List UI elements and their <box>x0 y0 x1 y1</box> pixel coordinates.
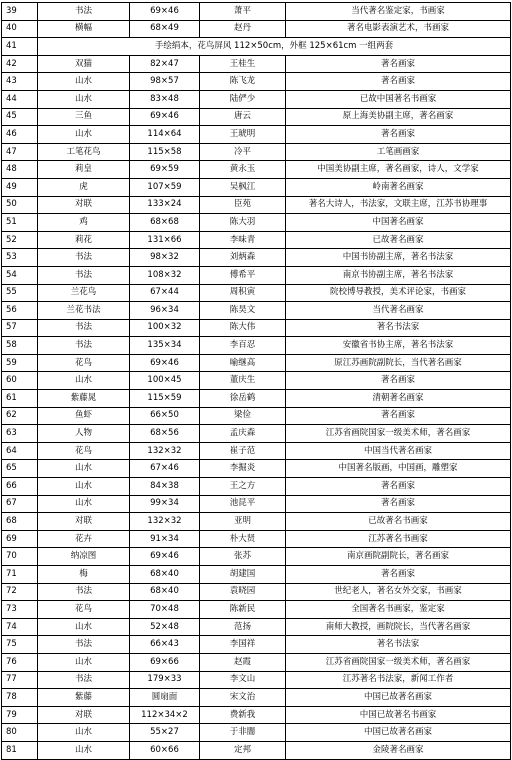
artwork-size-cell: 68×40 <box>130 566 200 584</box>
artist-description-cell: 著名画家 <box>286 407 511 425</box>
artwork-type-cell: 对联 <box>38 196 130 214</box>
table-row <box>2 319 511 337</box>
row-number-cell: 54 <box>2 266 38 284</box>
row-number-cell: 64 <box>2 442 38 460</box>
table-row <box>2 478 511 496</box>
artist-name-cell: 王之方 <box>200 478 286 496</box>
artwork-type-cell: 莉花 <box>38 231 130 249</box>
artwork-size-cell: 96×34 <box>130 302 200 320</box>
artwork-size-cell: 66×50 <box>130 407 200 425</box>
artist-name-cell: 李味青 <box>200 231 286 249</box>
artwork-type-cell: 山水 <box>38 478 130 496</box>
artwork-type-cell: 工笔花鸟 <box>38 143 130 161</box>
row-number-cell: 42 <box>2 55 38 73</box>
table-row <box>2 425 511 443</box>
table-row <box>2 583 511 601</box>
table-row <box>2 548 511 566</box>
artwork-size-cell: 133×24 <box>130 196 200 214</box>
artist-name-cell: 周积寅 <box>200 284 286 302</box>
artwork-type-cell: 紫藤晁 <box>38 390 130 408</box>
artwork-type-cell: 花鸟 <box>38 442 130 460</box>
row-number-cell: 52 <box>2 231 38 249</box>
row-number-cell: 76 <box>2 653 38 671</box>
artwork-size-cell: 圆扇面 <box>130 689 200 707</box>
artwork-type-cell: 书法 <box>38 3 130 21</box>
artwork-type-cell: 山水 <box>38 724 130 742</box>
artist-name-cell: 亚明 <box>200 513 286 531</box>
artist-description-cell: 已故著名画家 <box>286 231 511 249</box>
row-number-cell: 63 <box>2 425 38 443</box>
table-row <box>2 442 511 460</box>
table-row <box>2 143 511 161</box>
table-row <box>2 636 511 654</box>
artwork-size-cell: 66×43 <box>130 636 200 654</box>
artist-description-cell: 中国已故著名画家 <box>286 689 511 707</box>
artwork-type-cell: 双猫 <box>38 55 130 73</box>
artist-description-cell: 著名画家 <box>286 126 511 144</box>
artwork-type-cell: 花鸟 <box>38 354 130 372</box>
artwork-size-cell: 99×34 <box>130 495 200 513</box>
artwork-size-cell: 68×68 <box>130 214 200 232</box>
artwork-size-cell: 69×59 <box>130 161 200 179</box>
row-number-cell: 48 <box>2 161 38 179</box>
artwork-type-cell: 山水 <box>38 372 130 390</box>
artist-name-cell: 吴枫江 <box>200 178 286 196</box>
row-number-cell: 58 <box>2 337 38 355</box>
artwork-size-cell: 108×32 <box>130 266 200 284</box>
artwork-size-cell: 69×46 <box>130 108 200 126</box>
artist-description-cell: 著名画家 <box>286 73 511 91</box>
row-number-cell: 50 <box>2 196 38 214</box>
artist-name-cell: 陈大羽 <box>200 214 286 232</box>
row-number-cell: 60 <box>2 372 38 390</box>
table-row <box>2 3 511 21</box>
table-row <box>2 266 511 284</box>
artwork-size-cell: 135×34 <box>130 337 200 355</box>
artwork-type-cell: 书法 <box>38 671 130 689</box>
artwork-size-cell: 112×34×2 <box>130 706 200 724</box>
table-row <box>2 566 511 584</box>
artwork-size-cell: 83×48 <box>130 90 200 108</box>
artist-name-cell: 定邦 <box>200 741 286 759</box>
table-row <box>2 73 511 91</box>
artist-description-cell: 世纪老人，著名女外交家，书画家 <box>286 583 511 601</box>
artist-description-cell: 全国著名书画家，鉴定家 <box>286 601 511 619</box>
table-row <box>2 90 511 108</box>
row-number-cell: 71 <box>2 566 38 584</box>
row-number-cell: 51 <box>2 214 38 232</box>
artwork-size-cell: 179×33 <box>130 671 200 689</box>
row-number-cell: 70 <box>2 548 38 566</box>
artwork-type-cell: 山水 <box>38 741 130 759</box>
artwork-size-cell: 68×56 <box>130 425 200 443</box>
row-number-cell: 56 <box>2 302 38 320</box>
artwork-size-cell: 132×32 <box>130 513 200 531</box>
table-row <box>2 706 511 724</box>
artist-description-cell: 江苏著名书画家 <box>286 530 511 548</box>
artwork-size-cell: 52×48 <box>130 618 200 636</box>
artwork-size-cell: 115×59 <box>130 390 200 408</box>
artist-name-cell: 胡建国 <box>200 566 286 584</box>
artwork-size-cell: 69×66 <box>130 653 200 671</box>
row-number-cell: 55 <box>2 284 38 302</box>
row-note-cell: 手绘绢本，花鸟屏风 112×50cm，外框 125×61cm 一组两套 <box>38 38 511 56</box>
row-number-cell: 40 <box>2 20 38 38</box>
row-number-cell: 78 <box>2 689 38 707</box>
row-number-cell: 41 <box>2 38 38 56</box>
table-row <box>2 126 511 144</box>
artist-name-cell: 崔子范 <box>200 442 286 460</box>
artwork-size-cell: 70×48 <box>130 601 200 619</box>
artist-name-cell: 梁俭 <box>200 407 286 425</box>
artwork-size-cell: 55×27 <box>130 724 200 742</box>
artist-description-cell: 中国美协副主席，著名画家，诗人，文学家 <box>286 161 511 179</box>
artwork-size-cell: 131×66 <box>130 231 200 249</box>
table-row <box>2 337 511 355</box>
artist-name-cell: 陈飞龙 <box>200 73 286 91</box>
artwork-catalog-table <box>1 2 511 760</box>
artist-name-cell: 傅希平 <box>200 266 286 284</box>
artist-description-cell: 著名画家 <box>286 566 511 584</box>
artist-name-cell: 徐岳鹤 <box>200 390 286 408</box>
row-number-cell: 74 <box>2 618 38 636</box>
artwork-size-cell: 69×46 <box>130 3 200 21</box>
row-number-cell: 49 <box>2 178 38 196</box>
artwork-size-cell: 100×32 <box>130 319 200 337</box>
table-row <box>2 178 511 196</box>
artist-name-cell: 袁晓园 <box>200 583 286 601</box>
table-row <box>2 530 511 548</box>
artwork-type-cell: 书法 <box>38 337 130 355</box>
artwork-type-cell: 山水 <box>38 653 130 671</box>
table-row <box>2 407 511 425</box>
artwork-type-cell: 莉皇 <box>38 161 130 179</box>
artist-description-cell: 中国书协副主席，著名书法家 <box>286 249 511 267</box>
artist-description-cell: 原江苏画院副院长，当代著名画家 <box>286 354 511 372</box>
artist-description-cell: 中国著名画家 <box>286 214 511 232</box>
artwork-type-cell: 鸡 <box>38 214 130 232</box>
table-row <box>2 372 511 390</box>
artist-description-cell: 著名书法家 <box>286 636 511 654</box>
row-number-cell: 65 <box>2 460 38 478</box>
table-row <box>2 724 511 742</box>
artist-description-cell: 当代著名画家 <box>286 302 511 320</box>
artist-name-cell: 池昆平 <box>200 495 286 513</box>
row-number-cell: 57 <box>2 319 38 337</box>
table-row <box>2 284 511 302</box>
row-number-cell: 75 <box>2 636 38 654</box>
row-number-cell: 46 <box>2 126 38 144</box>
artist-description-cell: 中国已故著名书画家 <box>286 706 511 724</box>
artist-description-cell: 中国已故著名画家 <box>286 724 511 742</box>
artwork-size-cell: 60×66 <box>130 741 200 759</box>
table-row <box>2 231 511 249</box>
artwork-size-cell: 91×34 <box>130 530 200 548</box>
table-row <box>2 354 511 372</box>
table-row <box>2 390 511 408</box>
artwork-type-cell: 纳凉图 <box>38 548 130 566</box>
artwork-type-cell: 书法 <box>38 266 130 284</box>
artwork-type-cell: 虎 <box>38 178 130 196</box>
artwork-size-cell: 68×40 <box>130 583 200 601</box>
row-number-cell: 61 <box>2 390 38 408</box>
table-row <box>2 671 511 689</box>
artist-name-cell: 陈大伟 <box>200 319 286 337</box>
artwork-type-cell: 书法 <box>38 319 130 337</box>
artist-name-cell: 黄永玉 <box>200 161 286 179</box>
row-number-cell: 80 <box>2 724 38 742</box>
artist-description-cell: 著名电影表演艺术，书画家 <box>286 20 511 38</box>
artist-name-cell: 李文山 <box>200 671 286 689</box>
table-row <box>2 460 511 478</box>
row-number-cell: 72 <box>2 583 38 601</box>
artwork-type-cell: 对联 <box>38 706 130 724</box>
row-number-cell: 66 <box>2 478 38 496</box>
artist-name-cell: 李百忍 <box>200 337 286 355</box>
artist-name-cell: 陈昊文 <box>200 302 286 320</box>
artwork-size-cell: 115×58 <box>130 143 200 161</box>
artwork-size-cell: 69×46 <box>130 548 200 566</box>
row-number-cell: 69 <box>2 530 38 548</box>
table-row <box>2 20 511 38</box>
row-number-cell: 68 <box>2 513 38 531</box>
table-row <box>2 513 511 531</box>
table-row <box>2 161 511 179</box>
row-number-cell: 43 <box>2 73 38 91</box>
artist-description-cell: 岭南著名画家 <box>286 178 511 196</box>
artist-description-cell: 南京书协副主席，著名书法家 <box>286 266 511 284</box>
row-number-cell: 77 <box>2 671 38 689</box>
table-row <box>2 495 511 513</box>
table-row <box>2 302 511 320</box>
artist-name-cell: 冷平 <box>200 143 286 161</box>
table-row <box>2 196 511 214</box>
artwork-type-cell: 三鱼 <box>38 108 130 126</box>
artwork-size-cell: 98×57 <box>130 73 200 91</box>
artist-description-cell: 南京画院副院长，著名画家 <box>286 548 511 566</box>
artist-description-cell: 著名大诗人，书法家，文联主席，江苏书协理事 <box>286 196 511 214</box>
artist-name-cell: 李国祥 <box>200 636 286 654</box>
artist-name-cell: 王琥明 <box>200 126 286 144</box>
artist-name-cell: 李掘炎 <box>200 460 286 478</box>
row-number-cell: 67 <box>2 495 38 513</box>
artwork-type-cell: 山水 <box>38 618 130 636</box>
artist-name-cell: 王桂生 <box>200 55 286 73</box>
artwork-type-cell: 花鸟 <box>38 601 130 619</box>
row-number-cell: 81 <box>2 741 38 759</box>
row-number-cell: 53 <box>2 249 38 267</box>
artist-name-cell: 董庆生 <box>200 372 286 390</box>
artwork-size-cell: 98×32 <box>130 249 200 267</box>
artist-description-cell: 已故中国著名书画家 <box>286 90 511 108</box>
artwork-type-cell: 书法 <box>38 583 130 601</box>
artist-description-cell: 江苏省画院国家一级美术师，著名画家 <box>286 425 511 443</box>
row-number-cell: 59 <box>2 354 38 372</box>
artist-description-cell: 著名画家 <box>286 495 511 513</box>
artist-name-cell: 陈新民 <box>200 601 286 619</box>
artwork-type-cell: 兰花鸟 <box>38 284 130 302</box>
artwork-type-cell: 紫藤 <box>38 689 130 707</box>
table-row <box>2 653 511 671</box>
artist-name-cell: 宋文治 <box>200 689 286 707</box>
artwork-type-cell: 书法 <box>38 249 130 267</box>
artwork-type-cell: 梅 <box>38 566 130 584</box>
artwork-type-cell: 兰花书法 <box>38 302 130 320</box>
artist-name-cell: 陆俨少 <box>200 90 286 108</box>
artwork-type-cell: 人物 <box>38 425 130 443</box>
artist-description-cell: 江苏著名书法家，新闻工作者 <box>286 671 511 689</box>
artist-name-cell: 刘炳森 <box>200 249 286 267</box>
artist-name-cell: 萧平 <box>200 3 286 21</box>
artist-description-cell: 当代著名鉴定家，书画家 <box>286 3 511 21</box>
artwork-size-cell: 67×44 <box>130 284 200 302</box>
artwork-size-cell: 84×38 <box>130 478 200 496</box>
artist-description-cell: 金陵著名画家 <box>286 741 511 759</box>
artist-description-cell: 著名画家 <box>286 55 511 73</box>
artist-name-cell: 赵丹 <box>200 20 286 38</box>
artist-description-cell: 院校博导教授，美术评论家，书画家 <box>286 284 511 302</box>
artist-description-cell: 江苏省画院国家一级美术师，著名画家 <box>286 653 511 671</box>
artwork-type-cell: 山水 <box>38 73 130 91</box>
table-row <box>2 618 511 636</box>
artwork-size-cell: 114×64 <box>130 126 200 144</box>
artist-name-cell: 喻继高 <box>200 354 286 372</box>
row-number-cell: 39 <box>2 3 38 21</box>
artwork-type-cell: 鱼虾 <box>38 407 130 425</box>
artwork-size-cell: 107×59 <box>130 178 200 196</box>
artwork-size-cell: 67×46 <box>130 460 200 478</box>
row-number-cell: 62 <box>2 407 38 425</box>
artwork-size-cell: 100×45 <box>130 372 200 390</box>
artist-name-cell: 臣苑 <box>200 196 286 214</box>
row-number-cell: 73 <box>2 601 38 619</box>
artwork-size-cell: 132×32 <box>130 442 200 460</box>
table-row <box>2 689 511 707</box>
artist-name-cell: 范扬 <box>200 618 286 636</box>
artist-description-cell: 安徽省书协主席，著名书法家 <box>286 337 511 355</box>
row-number-cell: 47 <box>2 143 38 161</box>
artist-name-cell: 赵霞 <box>200 653 286 671</box>
row-number-cell: 45 <box>2 108 38 126</box>
artist-description-cell: 原上海美协副主席，著名画家 <box>286 108 511 126</box>
table-row <box>2 741 511 759</box>
artist-name-cell: 唐云 <box>200 108 286 126</box>
table-row <box>2 214 511 232</box>
artwork-size-cell: 69×46 <box>130 354 200 372</box>
artist-description-cell: 中国当代著名画家 <box>286 442 511 460</box>
artist-description-cell: 中国著名版画，中国画，雕塑家 <box>286 460 511 478</box>
table-row <box>2 249 511 267</box>
table-row <box>2 601 511 619</box>
artwork-type-cell: 对联 <box>38 513 130 531</box>
artwork-size-cell: 82×47 <box>130 55 200 73</box>
artwork-type-cell: 山水 <box>38 90 130 108</box>
artwork-size-cell: 68×49 <box>130 20 200 38</box>
artist-description-cell: 南师大教授，画院院长，当代著名画家 <box>286 618 511 636</box>
artist-name-cell: 张苏 <box>200 548 286 566</box>
artwork-type-cell: 横幅 <box>38 20 130 38</box>
artist-description-cell: 工笔画画家 <box>286 143 511 161</box>
artist-name-cell: 孟庆森 <box>200 425 286 443</box>
artist-description-cell: 已故著名书画家 <box>286 513 511 531</box>
artwork-type-cell: 山水 <box>38 460 130 478</box>
table-row <box>2 108 511 126</box>
artist-name-cell: 朴大贤 <box>200 530 286 548</box>
artist-description-cell: 著名画家 <box>286 372 511 390</box>
artist-name-cell: 于非闇 <box>200 724 286 742</box>
row-number-cell: 44 <box>2 90 38 108</box>
artwork-type-cell: 书法 <box>38 636 130 654</box>
artist-name-cell: 费新我 <box>200 706 286 724</box>
table-row <box>2 55 511 73</box>
artist-description-cell: 著名画家 <box>286 478 511 496</box>
artwork-type-cell: 花卉 <box>38 530 130 548</box>
table-row <box>2 38 511 56</box>
artist-description-cell: 著名书法家 <box>286 319 511 337</box>
artwork-type-cell: 山水 <box>38 495 130 513</box>
row-number-cell: 79 <box>2 706 38 724</box>
artwork-type-cell: 山水 <box>38 126 130 144</box>
table-body <box>2 3 511 760</box>
artist-description-cell: 清朝著名画家 <box>286 390 511 408</box>
